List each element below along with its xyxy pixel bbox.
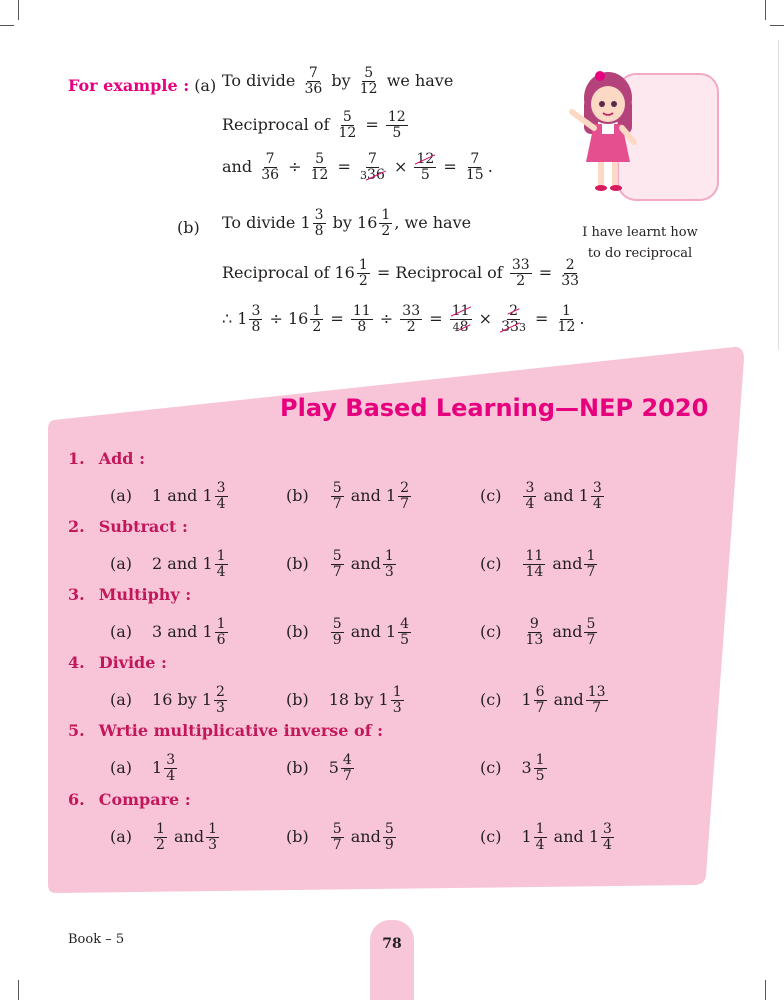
example-b-reciprocal: Reciprocal of 16 $\frac{1}{2}$ = Reciprocal of $\frac{33}{2}$ = $\frac{2}{33}$ — [222, 257, 580, 289]
question-item: (c) 3 $\frac{1}{5}$ — [480, 752, 545, 784]
fraction: $\frac{1}{4}$ — [535, 821, 545, 853]
example-b-line1: To divide 1 $\frac{3}{8}$ by 16 $\frac{1}{2}$ , we have — [222, 207, 472, 239]
question-item: (b) $\frac{5}{7}$ and $\frac{1}{3}$ — [286, 548, 394, 580]
question-item: (b) $\frac{5}{9}$ and 1 $\frac{4}{5}$ — [286, 616, 410, 648]
example-a-line1: To divide $\frac{7}{36}$ by $\frac{5}{12}$ we have — [222, 65, 454, 97]
crop-mark — [18, 0, 19, 20]
question-item: (b) 18 by 1 $\frac{1}{3}$ — [286, 684, 402, 716]
question-heading: 2. Subtract : — [68, 517, 188, 536]
fraction: $\frac{11}{14}$ — [525, 548, 544, 580]
fraction: $\frac{3}{4}$ — [592, 480, 602, 512]
girl-illustration — [560, 62, 730, 202]
book-label: Book – 5 — [68, 932, 125, 947]
question-item: (c) 1 $\frac{6}{7}$ and $\frac{13}{7}$ — [480, 684, 606, 716]
question-item: (b) $\frac{5}{7}$ and 1 $\frac{2}{7}$ — [286, 480, 410, 512]
fraction: $\frac{5}{7}$ — [332, 480, 342, 512]
question-item: (a) 16 by 1 $\frac{2}{3}$ — [110, 684, 225, 716]
question-item: (c) 1 $\frac{1}{4}$ and 1 $\frac{3}{4}$ — [480, 821, 612, 853]
crop-mark — [770, 25, 784, 26]
fraction: $\frac{1}{3}$ — [208, 821, 218, 853]
fraction: $\frac{1}{4}$ — [216, 548, 226, 580]
fraction: $\frac{5}{7}$ — [332, 821, 342, 853]
fraction: $\frac{1}{7}$ — [586, 548, 596, 580]
fraction: $\frac{1}{3}$ — [392, 684, 402, 716]
question-item: (a) 3 and 1 $\frac{1}{6}$ — [110, 616, 226, 648]
example-a-reciprocal: Reciprocal of $\frac{5}{12}$ = $\frac{12}{5}$ — [222, 109, 406, 141]
example-b-tag: (b) — [177, 218, 200, 237]
crop-mark — [765, 0, 766, 20]
question-heading: 1. Add : — [68, 449, 145, 468]
fraction: $\frac{3}{4}$ — [166, 752, 176, 784]
speech-caption: I have learnt how to do reciprocal — [582, 225, 698, 261]
fraction: $\frac{4}{7}$ — [342, 752, 352, 784]
fraction: $\frac{1}{5}$ — [535, 752, 545, 784]
question-heading: 4. Divide : — [68, 653, 167, 672]
crop-mark — [18, 980, 19, 1000]
fraction: $\frac{6}{7}$ — [535, 684, 545, 716]
fraction: $\frac{1}{6}$ — [216, 616, 226, 648]
fraction: $\frac{3}{4}$ — [216, 480, 226, 512]
question-item: (a) $\frac{1}{2}$ and $\frac{1}{3}$ — [110, 821, 218, 853]
page-number: 78 — [382, 936, 402, 952]
example-label: For example : (a) — [68, 76, 217, 95]
fraction: $\frac{2}{3}$ — [216, 684, 225, 716]
page-tab — [370, 920, 414, 1000]
fraction: $\frac{4}{5}$ — [400, 616, 410, 648]
question-item: (a) 2 and 1 $\frac{1}{4}$ — [110, 548, 226, 580]
fraction: $\frac{13}{7}$ — [587, 684, 606, 716]
question-item: (a) 1 and 1 $\frac{3}{4}$ — [110, 480, 226, 512]
question-heading: 3. Multiphy : — [68, 585, 192, 604]
question-item: (c) $\frac{11}{14}$ and $\frac{1}{7}$ — [480, 548, 596, 580]
question-heading: 6. Compare : — [68, 790, 191, 809]
example-a-calc: and $\frac{7}{36}$ ÷ $\frac{5}{12}$ = $\frac{7}{336}$ × $\frac{12}{5}$ = $\frac{7}{15}$ . — [222, 151, 493, 183]
example-b-calc: ∴ 1 $\frac{3}{8}$ ÷ 16 $\frac{1}{2}$ = $\frac{11}{8}$ ÷ $\frac{33}{2}$ = $\frac{11}{48}$ × $\frac{2}{333}$ = $\frac{1}{12}$ . — [222, 303, 585, 335]
crop-mark — [765, 980, 766, 1000]
fraction: $\frac{3}{4}$ — [603, 821, 612, 853]
fraction: $\frac{5}{7}$ — [332, 548, 342, 580]
question-item: (b) $\frac{5}{7}$ and $\frac{5}{9}$ — [286, 821, 394, 853]
question-item: (c) $\frac{3}{4}$ and 1 $\frac{3}{4}$ — [480, 480, 602, 512]
fraction: $\frac{1}{2}$ — [156, 821, 165, 853]
fraction: $\frac{5}{9}$ — [384, 821, 394, 853]
crop-mark — [0, 25, 14, 26]
fraction: $\frac{1}{3}$ — [384, 548, 394, 580]
fraction: $\frac{5}{7}$ — [586, 616, 596, 648]
crop-mark — [778, 40, 779, 350]
fraction: $\frac{9}{13}$ — [525, 616, 544, 648]
question-item: (c) $\frac{9}{13}$ and $\frac{5}{7}$ — [480, 616, 596, 648]
question-heading: 5. Wrtie multiplicative inverse of : — [68, 721, 384, 740]
section-title: Play Based Learning—NEP 2020 — [280, 394, 709, 422]
question-item: (b) 5 $\frac{4}{7}$ — [286, 752, 352, 784]
question-item: (a) 1 $\frac{3}{4}$ — [110, 752, 176, 784]
fraction: $\frac{2}{7}$ — [400, 480, 410, 512]
fraction: $\frac{3}{4}$ — [525, 480, 535, 512]
fraction: $\frac{5}{9}$ — [332, 616, 342, 648]
